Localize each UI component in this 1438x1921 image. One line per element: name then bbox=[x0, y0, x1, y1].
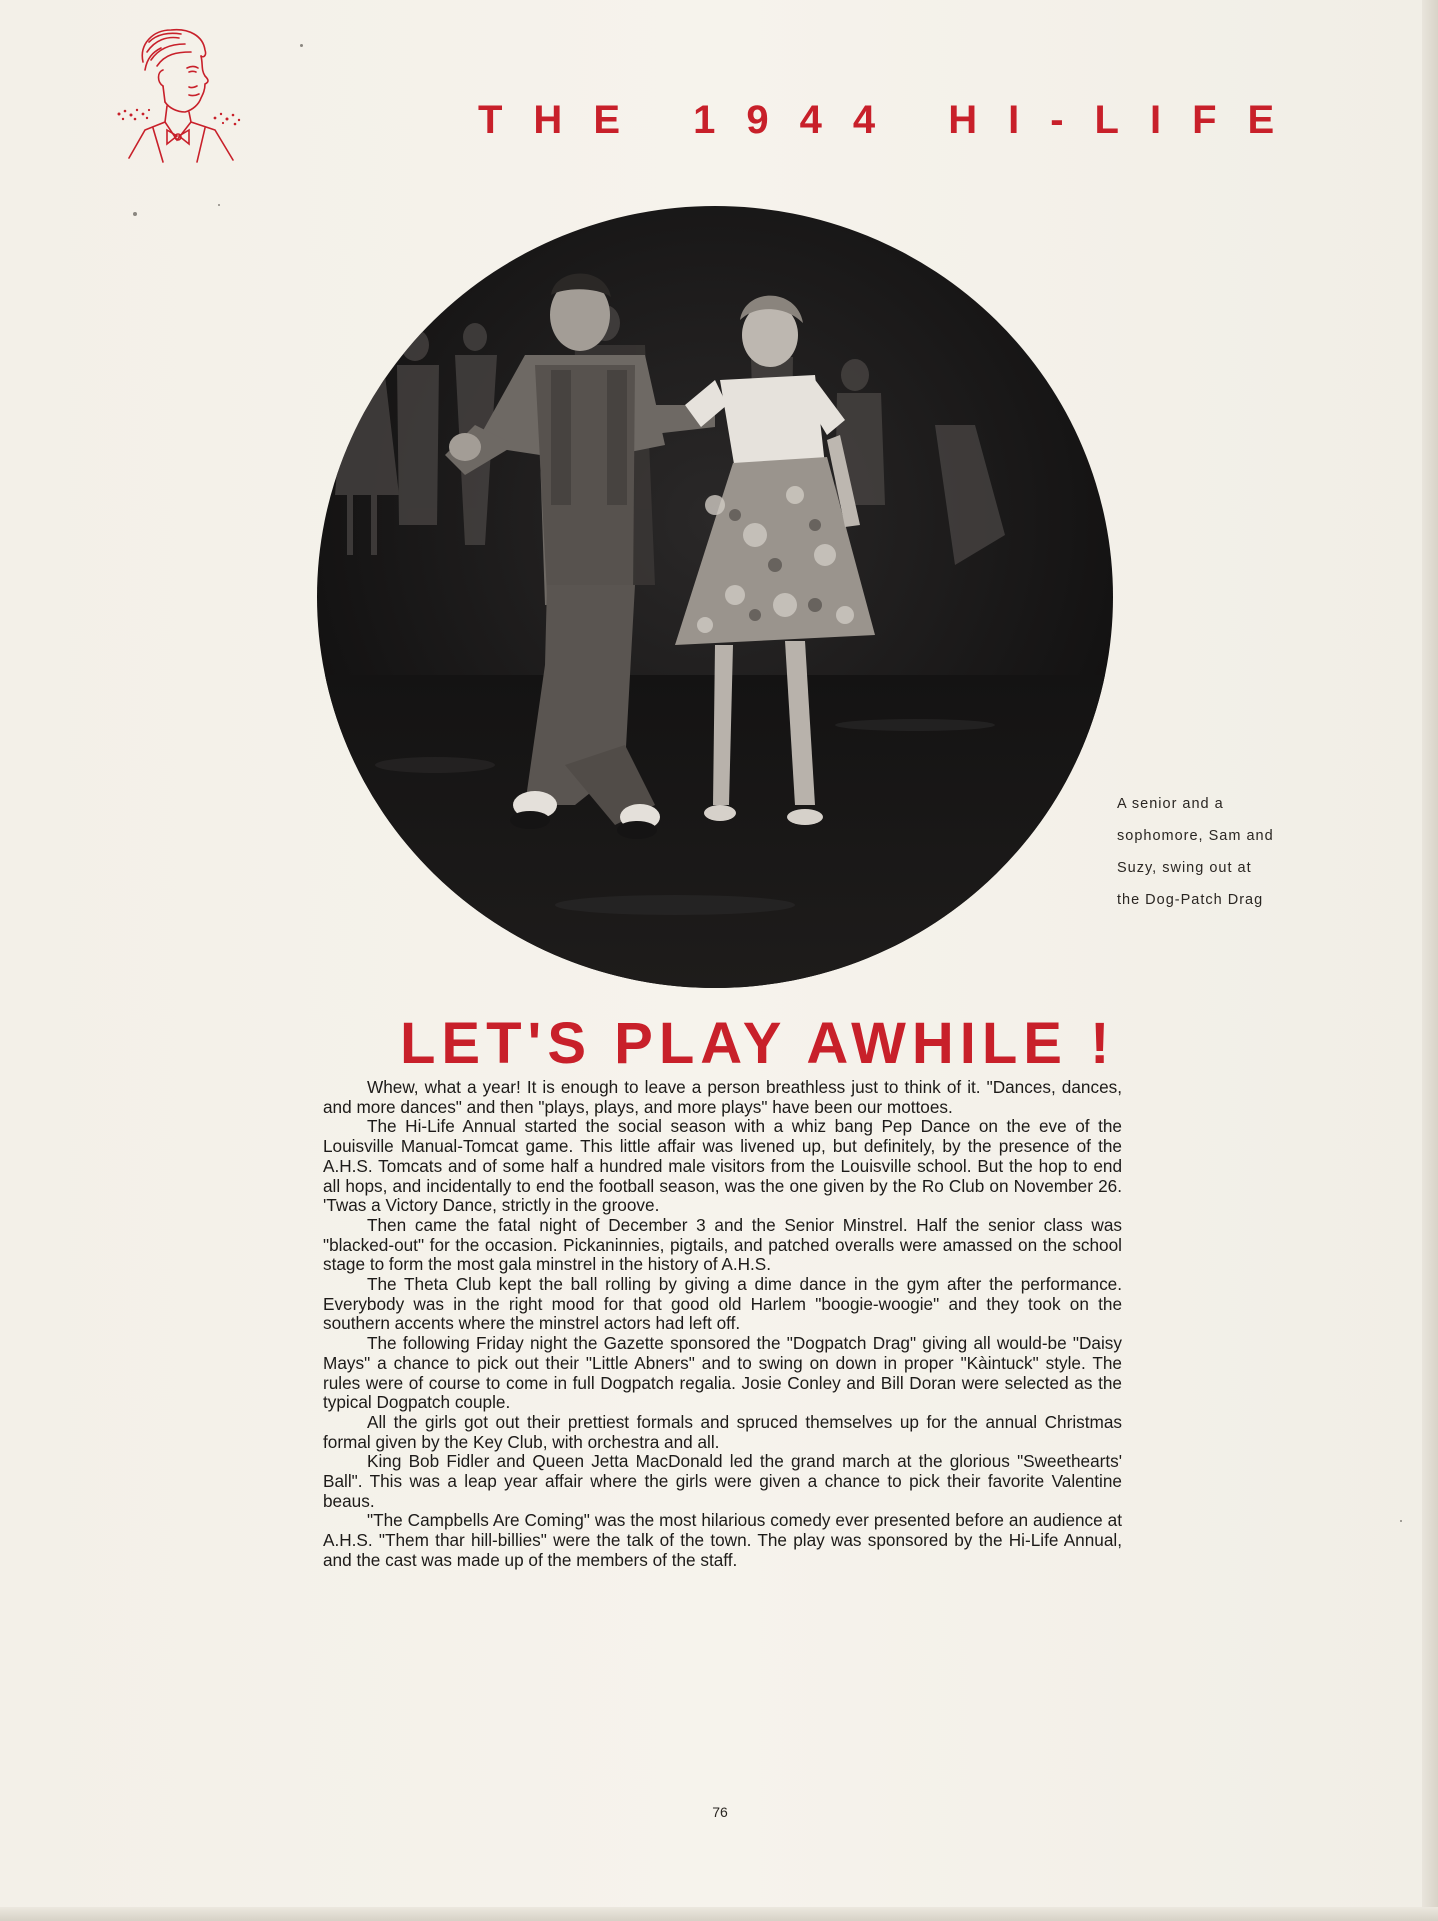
paper-speck bbox=[133, 212, 137, 216]
page-edge-bottom bbox=[0, 1907, 1438, 1921]
caption-line: Suzy, swing out at bbox=[1117, 860, 1252, 876]
paper-speck bbox=[1400, 1520, 1402, 1522]
article-headline: LET'S PLAY AWHILE ! bbox=[400, 1011, 1116, 1076]
caption-line: the Dog-Patch Drag bbox=[1117, 892, 1264, 908]
page-edge-right bbox=[1422, 0, 1438, 1921]
paper-speck bbox=[300, 44, 303, 47]
article-paragraph: Whew, what a year! It is enough to leave a person breathless just to think of it. "Dances, dances, and more dances" and then "plays, plays, and more plays" have been our mottoes. bbox=[323, 1077, 1122, 1117]
paper-speck bbox=[218, 204, 220, 206]
article-paragraph: The Theta Club kept the ball rolling by giving a dime dance in the gym after the performance. Everybody was in the right mood for that good old Harlem "boogie-woogie" and they took on the southern accents where the minstrel actors had left off. bbox=[323, 1274, 1122, 1334]
article-body bbox=[323, 1078, 1122, 1571]
dance-photo bbox=[315, 205, 1115, 990]
caricature-man-bowtie-icon bbox=[105, 22, 265, 182]
article-paragraph: "The Campbells Are Coming" was the most hilarious comedy ever presented before an audience at A.H.S. "Them thar hill-billies" were the talk of the town. The play was sponsored by the Hi-Life Annual, and the cast was made up of the members of the staff. bbox=[323, 1510, 1122, 1570]
article-paragraph: Then came the fatal night of December 3 and the Senior Minstrel. Half the senior class was "blacked-out" for the occasion. Pickaninnies, pigtails, and patched overalls were amassed on the school stage to form the most gala minstrel in the history of A.H.S. bbox=[323, 1214, 1122, 1275]
photo-caption bbox=[1117, 788, 1279, 916]
article-paragraph: The Hi-Life Annual started the social season with a whiz bang Pep Dance on the eve of the Louisville Manual-Tomcat game. This little affair was livened up, but definitely, by the presence of the A.H.S. Tomcats and of some half a hundred male visitors from the Louisville school. But the hop to end all hops, and incidentally to end the football season, was the one given by the Ro Club on November 26. 'Twas a Victory Dance, strictly in the groove. bbox=[323, 1116, 1122, 1216]
caption-line: A senior and a bbox=[1117, 796, 1224, 812]
article-paragraph: King Bob Fidler and Queen Jetta MacDonald led the grand march at the glorious "Sweethearts' Ball". This was a leap year affair where the girls were given a chance to pick their favorite Valentine beaus. bbox=[323, 1451, 1122, 1511]
article-paragraph: The following Friday night the Gazette sponsored the "Dogpatch Drag" giving all would-be "Daisy Mays" a chance to pick out their "Little Abners" and to swing on down in proper "Kàintuck" style. The rules were of course to come in full Dogpatch regalia. Josie Conley and Bill Doran were selected as the typical Dogpatch couple. bbox=[323, 1333, 1122, 1413]
page-title: THE 1944 HI-LIFE bbox=[478, 98, 1306, 142]
caption-line: sophomore, Sam and bbox=[1117, 828, 1274, 844]
page-number: 76 bbox=[712, 1804, 728, 1820]
article-paragraph: All the girls got out their prettiest formals and spruced themselves up for the annual Christmas formal given by the Key Club, with orchestra and all. bbox=[323, 1411, 1122, 1452]
